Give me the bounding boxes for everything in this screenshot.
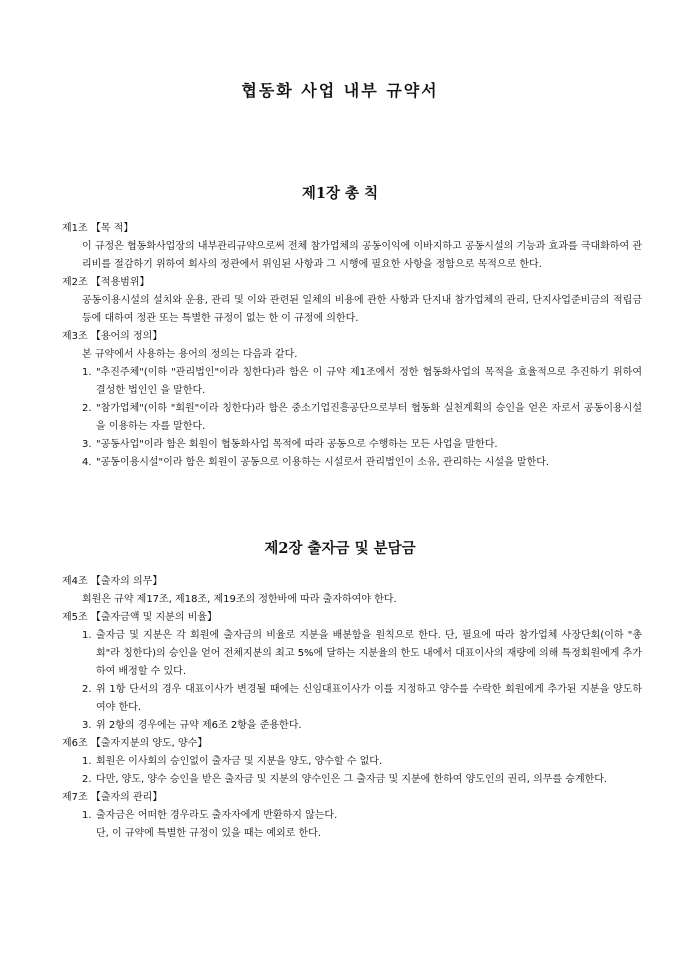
list-item [62,717,642,735]
article-3 [62,328,642,472]
list-item [62,681,642,717]
article-7 [62,789,642,843]
item-text: 출자금은 어떠한 경우라도 출자자에게 반환하지 않는다. [96,810,338,821]
article-heading: 제4조 【출자의 의무】 [62,576,163,587]
article-paragraph: 이 규정은 협동화사업장의 내부관리규약으로써 전체 참가업체의 공동이익에 이바지하고 공동시설의 기능과 효과를 극대화하여 관리비를 절감하기 위하여 회사의 정관에서 위임된 사항과 그 시행에 필요한 사항을 정함으로 목적으로 한다. [82,241,642,270]
article-heading: 제3조 【용어의 정의】 [62,331,163,342]
list-item [62,771,642,789]
list-item [62,454,642,472]
list-item [62,400,642,436]
list-item [62,807,642,825]
chapter-1-title: 제1장 총 칙 [301,185,379,202]
chapter-2-body [62,573,642,843]
item-number: 3. [82,439,92,450]
item-text: 위 1항 단서의 경우 대표이사가 변경될 때에는 신임대표이사가 이를 지정하고 양수를 수락한 회원에게 추가된 지분을 양도하여야 한다. [96,684,642,713]
item-number: 1. [82,810,92,821]
item-text: "참가업체"(이하 "회원"이라 칭한다)라 함은 중소기업진흥공단으로부터 협동화 실천계획의 승인을 얻은 자로서 공동이용시설을 이용하는 자를 말한다. [96,403,642,432]
item-number: 2. [82,403,92,414]
article-6 [62,735,642,789]
article-2 [62,274,642,328]
item-text: 회원은 이사회의 승인없이 출자금 및 지분을 양도, 양수할 수 없다. [96,756,383,767]
article-paragraph: 회원은 규약 제17조, 제18조, 제19조의 정한바에 따라 출자하여야 한다. [82,594,397,605]
article-heading: 제1조 【목 적】 [62,223,134,234]
chapter-1-body [62,220,642,472]
item-text: "공동사업"이라 함은 회원이 협동화사업 목적에 따라 공동으로 수행하는 모든 사업을 말한다. [96,439,498,450]
item-text: 단, 이 규약에 특별한 규정이 있을 때는 예외로 한다. [96,828,321,839]
item-number: 2. [82,774,92,785]
item-text: "추진주체"(이하 "관리법인"이라 칭한다)라 함은 이 규약 제1조에서 정한 협동화사업의 목적을 효율적으로 추진하기 위하여 결성한 법인인 을 말한다. [96,367,642,396]
list-item [62,627,642,681]
article-heading: 제6조 【출자지분의 양도, 양수】 [62,738,208,749]
item-text: 출자금 및 지분은 각 회원에 출자금의 비율로 지분을 배분함을 원칙으로 한다. 단, 필요에 따라 참가업체 사장단회(이하 "총회"라 칭한다)의 승인을 얻어 전체지분의 최고 5%에 달하는 지분율의 한도 내에서 대표이사의 재량에 의해 특정회원에게 추가하여 배정할 수 있다. [96,630,642,677]
item-number: 1. [82,756,92,767]
list-item [62,436,642,454]
item-number: 1. [82,367,92,378]
item-number: 3. [82,720,92,731]
item-number: 1. [82,630,92,641]
article-paragraph: 공동이용시설의 설치와 운용, 관리 및 이와 관련된 일체의 비용에 관한 사항과 단지내 참가업체의 관리, 단지사업준비금의 적립금 등에 대하여 정관 또는 특별한 규정이 없는 한 이 규정에 의한다. [82,295,642,324]
chapter-2-title: 제2장 출자금 및 분담금 [264,540,416,557]
item-number [82,825,96,843]
item-text: 위 2항의 경우에는 규약 제6조 2항을 준용한다. [96,720,302,731]
list-item [62,364,642,400]
article-heading: 제7조 【출자의 관리】 [62,792,163,803]
item-number: 2. [82,684,92,695]
list-item [62,825,642,843]
item-number: 4. [82,457,92,468]
article-heading: 제2조 【적용범위】 [62,277,150,288]
document-title: 협동화 사업 내부 규약서 [241,81,439,100]
article-4 [62,573,642,609]
article-paragraph: 본 규약에서 사용하는 용어의 정의는 다음과 같다. [82,349,298,360]
article-1 [62,220,642,274]
article-5 [62,609,642,735]
item-text: "공동이용시설"이라 함은 회원이 공동으로 이용하는 시설로서 관리법인이 소유, 관리하는 시설을 말한다. [96,457,550,468]
article-heading: 제5조 【출자금액 및 지분의 비율】 [62,612,217,623]
item-text: 다만, 양도, 양수 승인을 받은 출자금 및 지분의 양수인은 그 출자금 및 지분에 한하여 양도인의 권리, 의무를 승계한다. [96,774,608,785]
list-item [62,753,642,771]
